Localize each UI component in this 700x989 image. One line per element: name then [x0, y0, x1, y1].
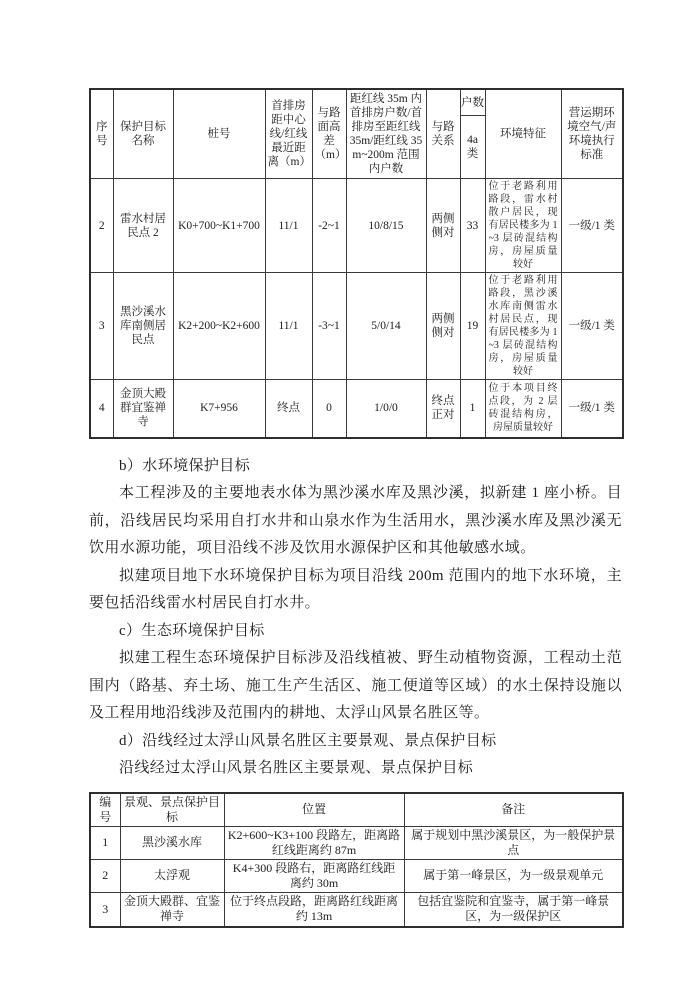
cell: 一级/1 类: [561, 380, 623, 438]
table2-caption: 沿线经过太浮山风景名胜区主要景观、景点保护目标: [119, 760, 474, 776]
header-cell-number: 编号: [90, 793, 120, 827]
cell: 4: [90, 380, 113, 438]
cell: K2+600~K3+100 段路左，距离路红线距离约 87m: [224, 826, 404, 859]
table-row: [90, 380, 623, 438]
header-cell-count-bottom: 4a 类: [466, 134, 479, 160]
cell-env-feature: 位于老路利用路段，雷水村散户居民，现有居民楼多为 1~3 层砖混结构房，房屋质量较好: [485, 179, 561, 273]
protection-targets-table: [89, 88, 624, 439]
table-header-row: [90, 793, 623, 827]
cell-env-feature: 位于老路利用路段，黑沙溪水库南侧雷水村居民点，现有居民楼多为 1~3 层砖混结构房，房屋质量较好: [485, 273, 561, 380]
cell: 一级/1 类: [561, 273, 623, 380]
cell: -2~1: [312, 179, 346, 273]
cell: 10/8/15: [346, 179, 426, 273]
cell: 黑沙溪水库南侧居民点: [113, 273, 173, 380]
cell: 0: [312, 380, 346, 438]
cell: 终点: [265, 380, 312, 438]
cell: 终点正对: [426, 380, 460, 438]
cell: K2+200~K2+600: [173, 273, 265, 380]
header-cell-location: 位置: [224, 793, 404, 827]
cell: 5/0/14: [346, 273, 426, 380]
cell: 2: [90, 179, 113, 273]
header-cell-relation: 与路关系: [426, 89, 460, 179]
cell-env-feature: 位于本项目终点段，为 2 层砖混结构房，房屋质量较好: [485, 380, 561, 438]
cell: 属于规划中黑沙溪景区，为一般保护景点: [404, 826, 623, 859]
header-cell-remark: 备注: [404, 793, 623, 827]
cell: K7+956: [173, 380, 265, 438]
table-row: [90, 826, 623, 859]
section-c-paragraph-1: 拟建工程生态环境保护目标涉及沿线植被、野生动植物资源，工程动土范围内（路基、弃土场、施工生产生活区、施工便道等区域）的水土保持设施以及工程用地沿线涉及范围内的耕地、太浮山风景名胜区等。: [89, 650, 622, 721]
header-cell-seq: 序号: [90, 89, 113, 179]
table-row: [90, 892, 623, 927]
table-row: [90, 179, 623, 273]
cell: 雷水村居民点 2: [113, 179, 173, 273]
header-cell-dist: 首排房距中心线/红线最近距离（m）: [265, 89, 312, 179]
table-header-row: [90, 89, 623, 179]
cell: K4+300 段路右，距离路红线距离约 30m: [224, 859, 404, 892]
cell: 包括宜鉴院和宜鉴寺，属于第一峰景区，为一级保护区: [404, 892, 623, 927]
cell: 3: [90, 273, 113, 380]
cell: 两侧侧对: [426, 179, 460, 273]
header-cell-stake: 桩号: [173, 89, 265, 179]
cell: 1: [460, 380, 485, 438]
cell: 1: [90, 826, 120, 859]
header-cell-standard: 营运期环境空气/声环境执行标准: [561, 89, 623, 179]
cell: 一级/1 类: [561, 179, 623, 273]
header-cell-grade: 与路面高差（m）: [312, 89, 346, 179]
cell: 2: [90, 859, 120, 892]
header-cell-houses: 距红线 35m 内首排房户数/首排房至距红线 35m/距红线 35m~200m 范围内户数: [346, 89, 426, 179]
cell: K0+700~K1+700: [173, 179, 265, 273]
cell: 11/1: [265, 179, 312, 273]
cell: -3~1: [312, 273, 346, 380]
section-b-paragraph-2: 拟建项目地下水环境保护目标为项目沿线 200m 范围内的地下水环境，主要包括沿线雷水村居民自打水井。: [89, 567, 622, 611]
cell: 太浮观: [120, 859, 224, 892]
cell: 33: [460, 179, 485, 273]
section-d-heading: d）沿线经过太浮山风景名胜区主要景观、景点保护目标: [119, 732, 497, 749]
cell: 属于第一峰景区，为一级景观单元: [404, 859, 623, 892]
cell: 3: [90, 892, 120, 927]
scenic-spots-table: [89, 792, 624, 929]
page-content: [89, 88, 622, 928]
header-cell-household-count: [460, 89, 485, 179]
section-c-heading: c）生态环境保护目标: [119, 622, 265, 639]
cell: 位于终点段路，距离路红线距离约 13m: [224, 892, 404, 927]
header-cell-count-top: 户数: [461, 90, 485, 116]
table-row: [90, 273, 623, 380]
cell: 两侧侧对: [426, 273, 460, 380]
section-b-paragraph-1: 本工程涉及的主要地表水体为黑沙溪水库及黑沙溪，拟新建 1 座小桥。目前，沿线居民均采用自打水井和山泉水作为生活用水，黑沙溪水库及黑沙溪无饮用水源功能，项目沿线不涉及饮用水源保护区和其他敏感水域。: [89, 485, 622, 556]
cell: 11/1: [265, 273, 312, 380]
cell: 19: [460, 273, 485, 380]
header-cell-env: 环境特征: [485, 89, 561, 179]
cell: 金顶大殿群宜鉴禅寺: [113, 380, 173, 438]
header-cell-name: 保护目标名称: [113, 89, 173, 179]
cell: 黑沙溪水库: [120, 826, 224, 859]
table-row: [90, 859, 623, 892]
cell: 1/0/0: [346, 380, 426, 438]
cell: 金顶大殿群、宜鉴禅寺: [120, 892, 224, 927]
section-b-heading: b）水环境保护目标: [119, 457, 251, 474]
header-cell-target: 景观、景点保护目标: [120, 793, 224, 827]
